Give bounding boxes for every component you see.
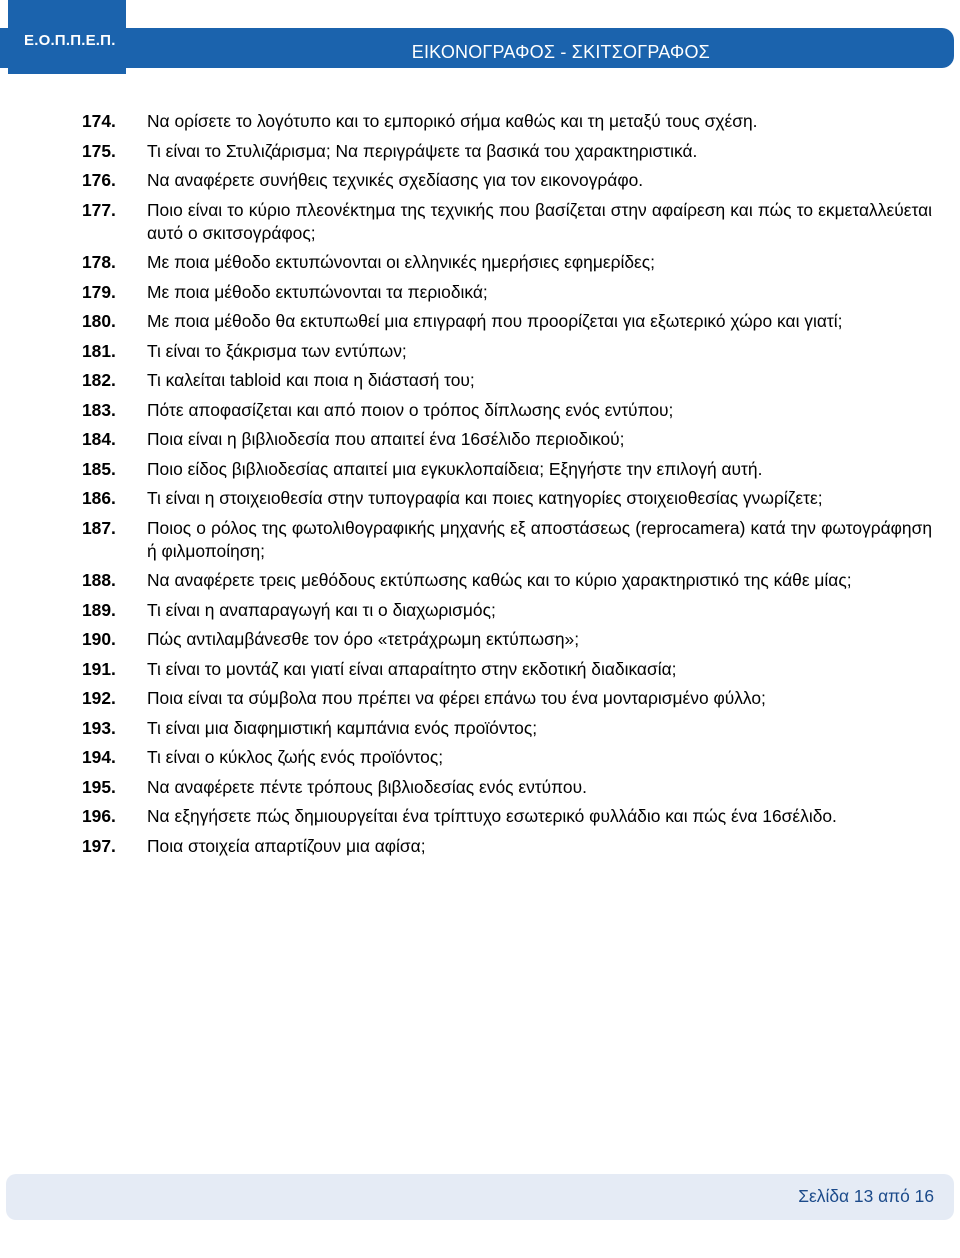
question-text: Ποια είναι η βιβλιοδεσία που απαιτεί ένα 16σέλιδο περιοδικού; <box>147 429 625 449</box>
question-item <box>82 110 932 133</box>
question-number: 197. <box>82 835 116 856</box>
question-item <box>82 340 932 363</box>
question-item <box>82 658 932 681</box>
question-number: 192. <box>82 688 116 708</box>
question-item <box>82 281 932 304</box>
question-text: Πότε αποφασίζεται και από ποιον ο τρόπος δίπλωσης ενός εντύπου; <box>147 399 674 420</box>
page-header <box>0 0 960 74</box>
question-text: Με ποια μέθοδο εκτυπώνονται οι ελληνικές ημερήσιες εφημερίδες; <box>147 252 655 272</box>
question-text: Τι είναι ο κύκλος ζωής ενός προϊόντος; <box>147 747 444 767</box>
question-number: 195. <box>82 776 116 797</box>
question-item <box>82 369 932 392</box>
question-number: 191. <box>82 658 116 679</box>
question-text: Τι καλείται tabloid και ποια η διάστασή του; <box>147 370 475 390</box>
question-item <box>82 717 932 740</box>
question-text: Ποια είναι τα σύμβολα που πρέπει να φέρει επάνω του ένα μονταρισμένο φύλλο; <box>147 688 766 708</box>
question-number: 185. <box>82 458 116 479</box>
question-text: Ποιο είναι το κύριο πλεονέκτημα της τεχνικής που βασίζεται στην αφαίρεση και πώς το εκμεταλλεύεται αυτό ο σκιτσογράφος; <box>147 199 932 243</box>
question-item <box>82 517 932 563</box>
question-number: 175. <box>82 140 116 161</box>
question-item <box>82 776 932 799</box>
question-text: Με ποια μέθοδο θα εκτυπωθεί μια επιγραφή που προορίζεται για εξωτερικό χώρο και γιατί; <box>147 311 843 331</box>
question-text: Να αναφέρετε συνήθεις τεχνικές σχεδίασης για τον εικονογράφο. <box>147 170 644 190</box>
header-org: Ε.Ο.Π.Π.Ε.Π. <box>24 32 116 49</box>
question-item <box>82 628 932 651</box>
question-text: Να αναφέρετε τρεις μεθόδους εκτύπωσης καθώς και το κύριο χαρακτηριστικό της κάθε μίας; <box>147 570 852 590</box>
question-text: Με ποια μέθοδο εκτυπώνονται τα περιοδικά; <box>147 281 488 302</box>
header-title: ΕΙΚΟΝΟΓΡΑΦΟΣ - ΣΚΙΤΣΟΓΡΑΦΟΣ <box>411 42 710 62</box>
question-number: 187. <box>82 517 116 538</box>
question-number: 180. <box>82 311 116 331</box>
question-text: Ποια στοιχεία απαρτίζουν μια αφίσα; <box>147 835 426 856</box>
question-text: Τι είναι το ξάκρισμα των εντύπων; <box>147 340 407 361</box>
question-item <box>82 428 932 451</box>
question-item <box>82 746 932 769</box>
question-text: Να εξηγήσετε πώς δημιουργείται ένα τρίπτυχο εσωτερικό φυλλάδιο και πώς ένα 16σέλιδο. <box>147 806 837 826</box>
page-number: Σελίδα 13 από 16 <box>798 1186 934 1206</box>
question-text: Να ορίσετε το λογότυπο και το εμπορικό σήμα καθώς και τη μεταξύ τους σχέση. <box>147 111 758 131</box>
question-text: Τι είναι η στοιχειοθεσία στην τυπογραφία και ποιες κατηγορίες στοιχειοθεσίας γνωρίζετε; <box>147 488 823 508</box>
question-item <box>82 487 932 510</box>
question-number: 179. <box>82 281 116 302</box>
question-item <box>82 140 932 163</box>
question-number: 174. <box>82 111 116 131</box>
question-number: 196. <box>82 806 116 826</box>
question-item <box>82 310 932 333</box>
question-item <box>82 251 932 274</box>
question-text: Τι είναι η αναπαραγωγή και τι ο διαχωρισμός; <box>147 599 496 620</box>
question-number: 193. <box>82 717 116 738</box>
question-item <box>82 199 932 245</box>
question-number: 188. <box>82 570 116 590</box>
question-text: Ποιο είδος βιβλιοδεσίας απαιτεί μια εγκυκλοπαίδεια; Εξηγήστε την επιλογή αυτή. <box>147 458 763 479</box>
question-item <box>82 599 932 622</box>
question-number: 176. <box>82 170 116 190</box>
question-text: Να αναφέρετε πέντε τρόπους βιβλιοδεσίας ενός εντύπου. <box>147 776 587 797</box>
question-item <box>82 835 932 858</box>
question-item <box>82 687 932 710</box>
question-text: Ποιος ο ρόλος της φωτολιθογραφικής μηχανής εξ αποστάσεως (reprocamera) κατά την φωτογράφηση ή φιλμοποίηση; <box>147 517 932 561</box>
question-number: 177. <box>82 199 116 220</box>
question-number: 178. <box>82 252 116 272</box>
question-number: 181. <box>82 340 116 361</box>
question-number: 194. <box>82 747 116 767</box>
question-list <box>82 110 932 864</box>
question-number: 190. <box>82 629 116 649</box>
question-number: 186. <box>82 488 116 508</box>
question-number: 182. <box>82 370 116 390</box>
question-text: Τι είναι το μοντάζ και γιατί είναι απαραίτητο στην εκδοτική διαδικασία; <box>147 658 677 679</box>
question-item <box>82 458 932 481</box>
question-text: Τι είναι μια διαφημιστική καμπάνια ενός προϊόντος; <box>147 717 538 738</box>
question-number: 183. <box>82 399 116 420</box>
question-text: Πώς αντιλαμβάνεσθε τον όρο «τετράχρωμη εκτύπωση»; <box>147 629 580 649</box>
question-item <box>82 399 932 422</box>
question-item <box>82 569 932 592</box>
question-item <box>82 169 932 192</box>
question-text: Τι είναι το Στυλιζάρισμα; Να περιγράψετε τα βασικά του χαρακτηριστικά. <box>147 140 698 161</box>
question-item <box>82 805 932 828</box>
question-number: 184. <box>82 429 116 449</box>
question-number: 189. <box>82 599 116 620</box>
